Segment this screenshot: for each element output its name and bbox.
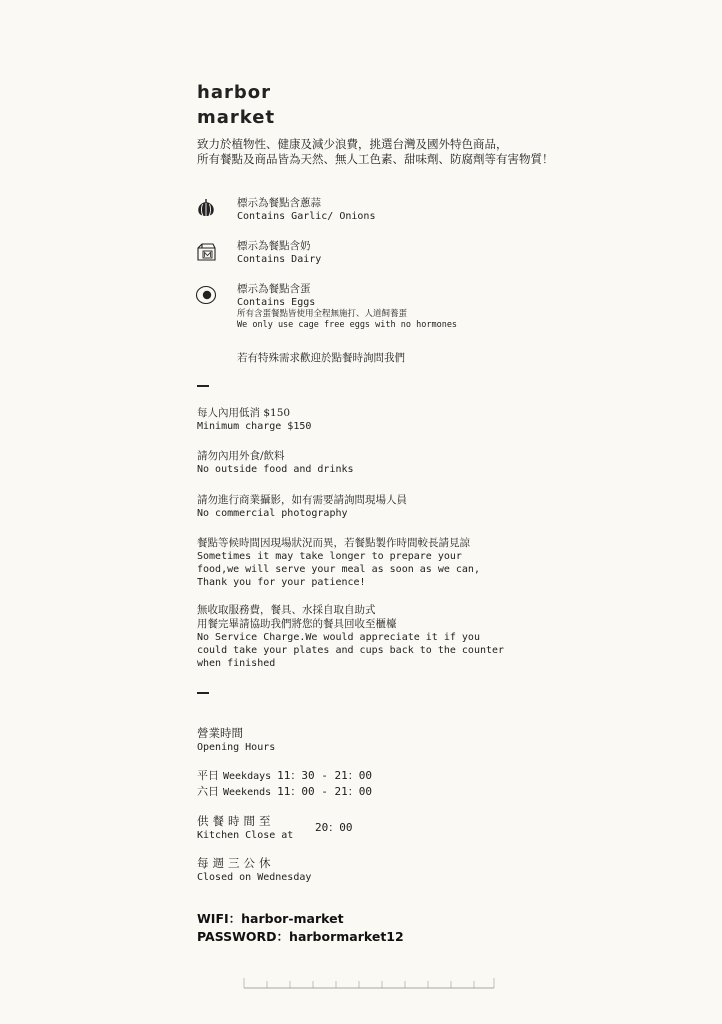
legend-eggs-note-en: We only use cage free eggs with no hormones [237, 320, 458, 330]
legend-garlic-zh: 標示為餐點含蔥蒜 [237, 197, 321, 209]
intro-line-2: 所有餐點及商品皆為天然、無人工色素、甜味劑、防腐劑等有害物質！ [197, 152, 554, 166]
rule-no-outside-food [197, 449, 354, 476]
section-divider-1 [197, 385, 209, 387]
rule-wait-time-en-2: food,we will serve your meal as soon as we can, [197, 564, 480, 575]
rule-self-service-en-2: could take your plates and cups back to the counter [197, 645, 505, 656]
rule-no-outside-food-zh: 請勿內用外食/飲料 [197, 450, 285, 462]
legend-eggs-en: Contains Eggs [237, 297, 316, 308]
opening-hours-heading [197, 726, 275, 754]
rule-no-commercial-photo [197, 493, 407, 520]
opening-hours-zh: 營業時間 [197, 726, 243, 740]
closed-day-zh: 每週三公休 [197, 856, 275, 870]
intro-line-1: 致力於植物性、健康及減少浪費，挑選台灣及國外特色商品， [197, 137, 508, 151]
kitchen-close [197, 813, 293, 842]
rule-wait-time-zh: 餐點等候時間因現場狀況而異，若餐點製作時間較長請見諒 [197, 537, 470, 549]
legend-dairy-zh: 標示為餐點含奶 [237, 240, 311, 252]
rule-self-service-zh-1: 無收取服務費，餐具、水採自取自助式 [197, 604, 376, 616]
hours-weekdays [197, 768, 372, 784]
legend-eggs-zh: 標示為餐點含蛋 [237, 283, 311, 295]
intro-text [197, 137, 554, 167]
legend-garlic-en: Contains Garlic/ Onions [237, 211, 376, 222]
weekends-time: 11：00 - 21：00 [277, 785, 373, 798]
special-request-note: 若有特殊需求歡迎於點餐時詢問我們 [237, 352, 405, 364]
milk-carton-icon [195, 240, 217, 262]
rule-self-service-en-3: when finished [197, 658, 276, 669]
weekdays-zh: 平日 [197, 769, 219, 782]
weekdays-time: 11：30 - 21：00 [277, 769, 373, 782]
rule-self-service-en-1: No Service Charge.We would appreciate it if you [197, 632, 480, 643]
opening-hours-en: Opening Hours [197, 742, 276, 753]
section-divider-2 [197, 692, 209, 694]
rule-wait-time [197, 536, 480, 589]
weekdays-en: Weekdays [223, 771, 272, 782]
garlic-icon [195, 197, 217, 219]
rule-minimum-charge [197, 406, 311, 433]
rule-self-service [197, 603, 504, 670]
rule-minimum-charge-zh: 每人內用低消 $150 [197, 407, 291, 419]
rule-minimum-charge-en: Minimum charge $150 [197, 421, 312, 432]
hours-weekends [197, 784, 372, 800]
closed-day [197, 855, 311, 884]
weekends-zh: 六日 [197, 785, 219, 798]
kitchen-close-time: 20：00 [315, 821, 353, 834]
brand-logo-text [197, 80, 275, 130]
hours-list [197, 768, 372, 800]
egg-icon [195, 283, 217, 305]
brand-line-1: harbor [197, 82, 271, 103]
ruler-scan-artifact [240, 972, 500, 996]
wifi-info [197, 910, 404, 946]
kitchen-close-zh: 供餐時間至 [197, 814, 275, 828]
wifi-password: PASSWORD：harbormarket12 [197, 929, 404, 944]
weekends-en: Weekends [223, 787, 272, 798]
brand-line-2: market [197, 107, 276, 128]
legend-dairy-en: Contains Dairy [237, 254, 322, 265]
rule-no-commercial-photo-en: No commercial photography [197, 508, 348, 519]
closed-day-en: Closed on Wednesday [197, 872, 312, 883]
rule-wait-time-en-3: Thank you for your patience! [197, 577, 366, 588]
rule-no-commercial-photo-zh: 請勿進行商業攝影，如有需要請詢問現場人員 [197, 494, 407, 506]
legend-eggs-note-zh: 所有含蛋餐點皆使用全程無施打、人道飼養蛋 [237, 309, 408, 319]
rule-no-outside-food-en: No outside food and drinks [197, 464, 354, 475]
kitchen-close-en: Kitchen Close at [197, 830, 294, 841]
rule-wait-time-en-1: Sometimes it may take longer to prepare your [197, 551, 462, 562]
wifi-name: WIFI：harbor-market [197, 911, 344, 926]
rule-self-service-zh-2: 用餐完畢請協助我們將您的餐具回收至櫃檯 [197, 618, 397, 630]
